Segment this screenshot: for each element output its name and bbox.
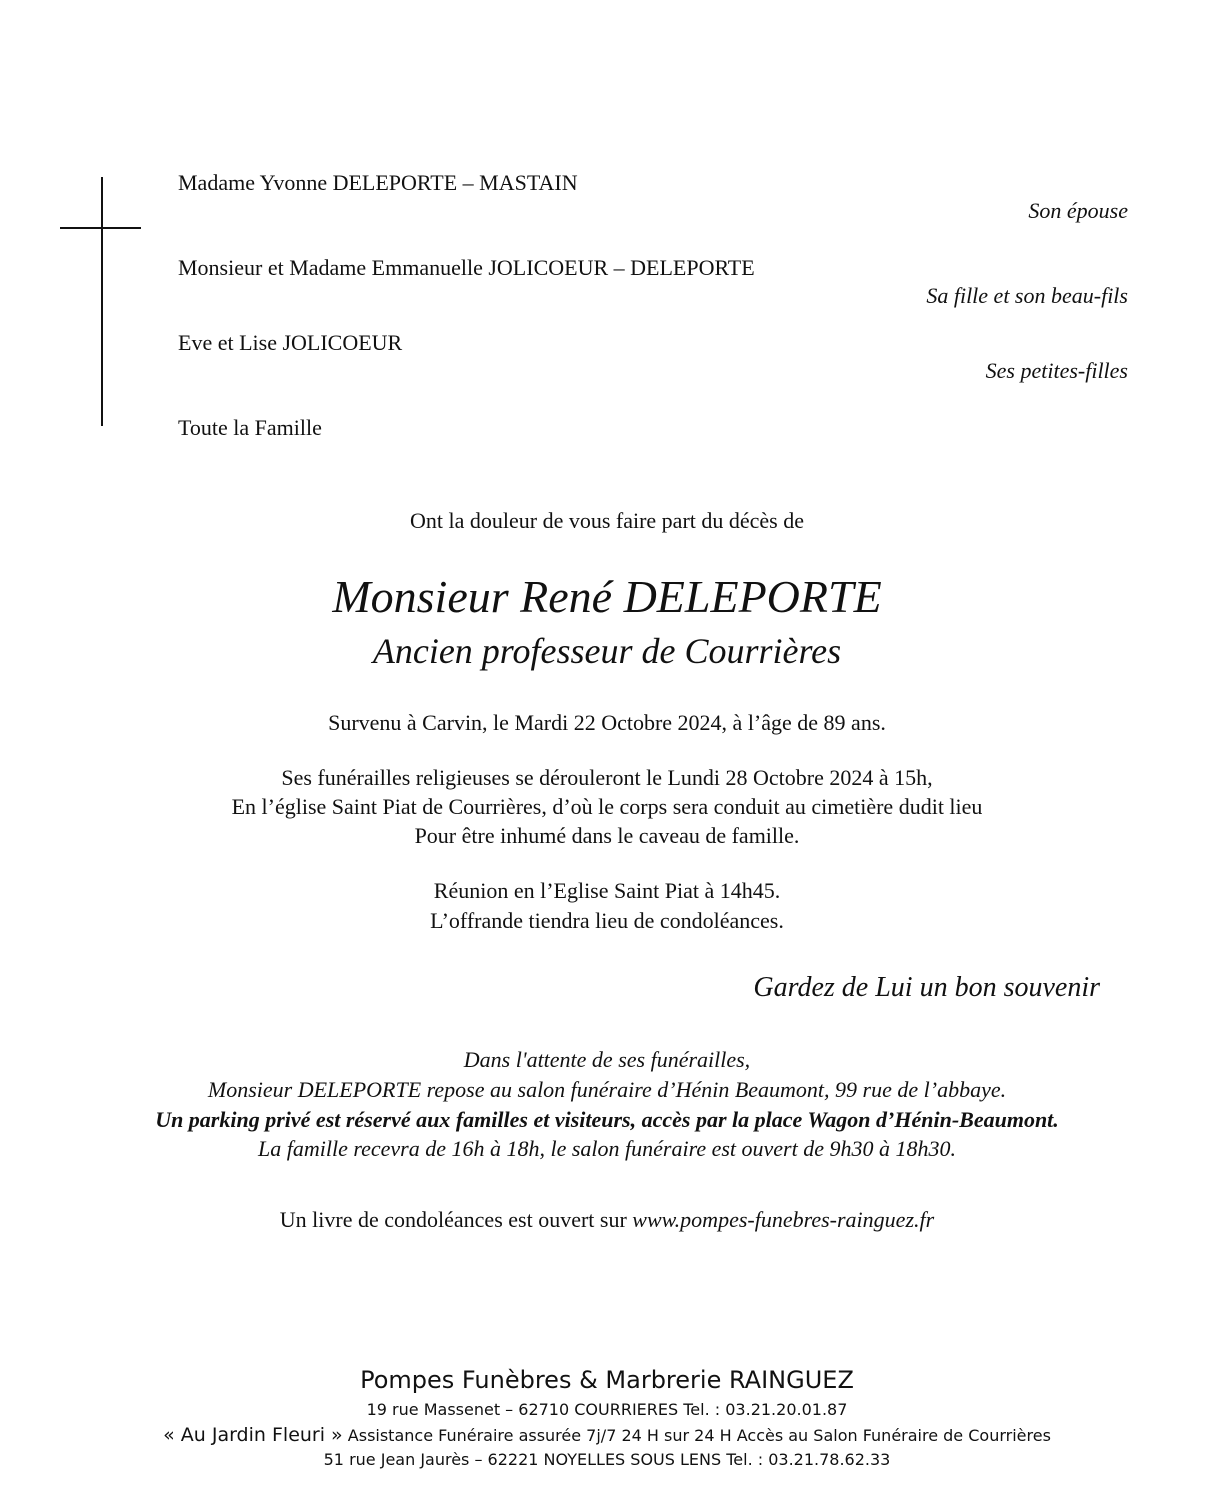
waiting-line-1: Dans l'attente de ses funérailles,: [463, 1047, 751, 1072]
condolences-line: [0, 1207, 1214, 1233]
condolences-text: Un livre de condoléances est ouvert sur: [279, 1207, 627, 1232]
funeral-line-1: Ses funérailles religieuses se dérouleront le Lundi 28 Octobre 2024 à 15h,: [281, 765, 933, 790]
waiting-line-2: Monsieur DELEPORTE repose au salon funéraire d’Hénin Beaumont, 99 rue de l’abbaye.: [207, 1077, 1007, 1102]
announcement-text: Ont la douleur de vous faire part du décès de: [409, 508, 805, 533]
family-name-1: Madame Yvonne DELEPORTE – MASTAIN: [178, 170, 578, 195]
garden-name: « Au Jardin Fleuri »: [163, 1424, 343, 1446]
family-relation-3: Ses petites-filles: [985, 358, 1128, 383]
cross-horizontal-bar: [60, 227, 141, 229]
parking-notice: Un parking privé est réservé aux familles et visiteurs, accès par la place Wagon d’Hénin-Beaumont.: [155, 1107, 1059, 1132]
family-name-3: Eve et Lise JOLICOEUR: [178, 330, 403, 355]
company-address-2: 51 rue Jean Jaurès – 62221 NOYELLES SOUS LENS Tel. : 03.21.78.62.33: [323, 1450, 891, 1469]
family-relation-2: Sa fille et son beau-fils: [926, 283, 1128, 308]
funeral-line-3: Pour être inhumé dans le caveau de famille.: [414, 823, 800, 848]
company-name: Pompes Funèbres & Marbrerie RAINGUEZ: [360, 1366, 854, 1394]
family-name-2: Monsieur et Madame Emmanuelle JOLICOEUR – DELEPORTE: [178, 255, 755, 280]
meeting-line-2: L’offrande tiendra lieu de condoléances.: [430, 908, 784, 933]
services-text: Assistance Funéraire assurée 7j/7 24 H sur 24 H Accès au Salon Funéraire de Courrières: [347, 1426, 1051, 1445]
deceased-name: Monsieur René DELEPORTE: [332, 571, 882, 622]
funeral-line-2: En l’église Saint Piat de Courrières, d’où le corps sera conduit au cimetière dudit lieu: [231, 794, 983, 819]
company-services-line: [0, 1424, 1214, 1446]
family-name-4: Toute la Famille: [178, 415, 322, 440]
deceased-title: Ancien professeur de Courrières: [372, 631, 842, 671]
company-address-1: 19 rue Massenet – 62710 COURRIERES Tel. : 03.21.20.01.87: [366, 1400, 848, 1419]
meeting-line-1: Réunion en l’Eglise Saint Piat à 14h45.: [433, 878, 781, 903]
condolences-url[interactable]: www.pompes-funebres-rainguez.fr: [632, 1207, 935, 1232]
cross-vertical-bar: [101, 177, 103, 426]
death-info: Survenu à Carvin, le Mardi 22 Octobre 2024, à l’âge de 89 ans.: [328, 710, 886, 735]
family-relation-1: Son épouse: [1028, 198, 1128, 223]
memory-quote: Gardez de Lui un bon souvenir: [753, 972, 1100, 1003]
waiting-line-4: La famille recevra de 16h à 18h, le salon funéraire est ouvert de 9h30 à 18h30.: [258, 1136, 956, 1161]
